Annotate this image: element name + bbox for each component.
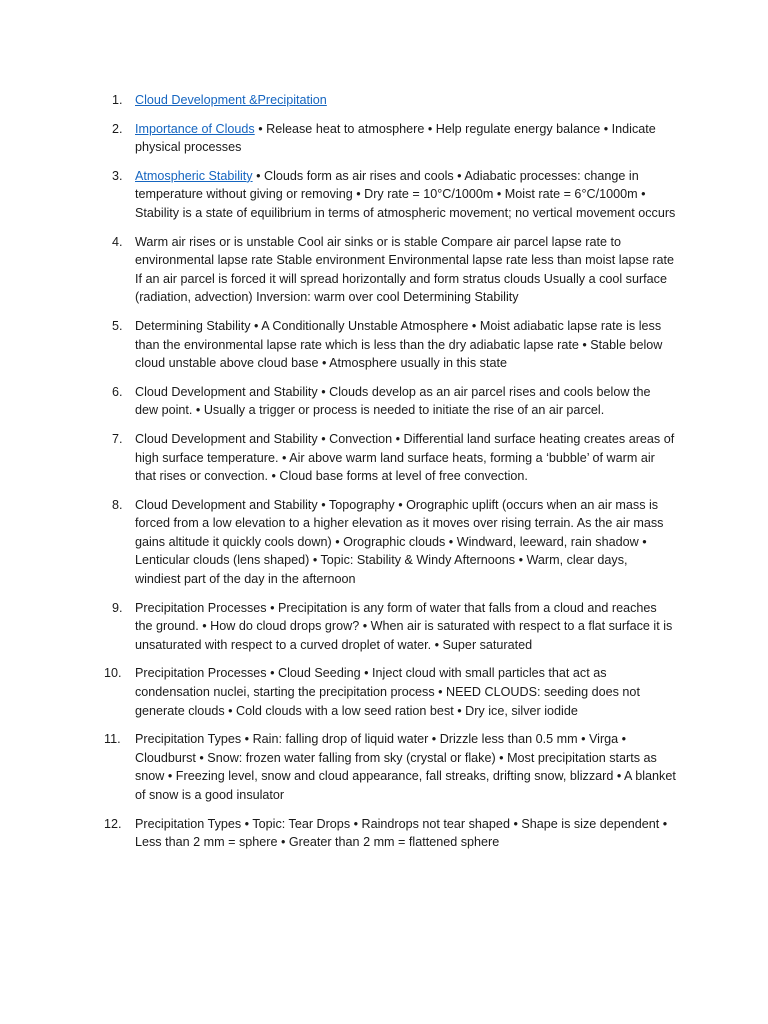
- item-number: 11.: [104, 732, 121, 747]
- item-text: [135, 91, 676, 110]
- item-body: Precipitation Processes • Precipitation is any form of water that falls from a cloud and reaches the ground. • How do cloud drops grow? • When air is saturated with respect to a flat surface it is unsaturated with respect to a curved droplet of water. • Super saturated: [135, 600, 673, 652]
- item-number: 12.: [104, 816, 122, 831]
- item-link[interactable]: Cloud Development &Precipitation: [135, 93, 327, 107]
- item-number: 9.: [112, 600, 123, 615]
- list-item: [104, 496, 676, 589]
- item-number: 5.: [112, 318, 123, 333]
- item-text: [135, 120, 676, 157]
- list-item: [104, 383, 676, 420]
- item-number: 7.: [112, 431, 123, 446]
- list-item: [104, 233, 676, 307]
- item-number: 1.: [112, 93, 123, 107]
- list-item: [104, 167, 676, 223]
- item-body: • Clouds form as air rises and cools • Adiabatic processes: change in temperature without giving or removing • Dry rate = 10°C/1000m • Moist rate = 6°C/1000m • Stability is a state of equilibrium in terms of atmospheric movement; no vertical movement occurs: [135, 168, 676, 220]
- item-link[interactable]: Atmospheric Stability: [135, 168, 253, 183]
- item-body: Cloud Development and Stability • Clouds develop as an air parcel rises and cools below the dew point. • Usually a trigger or process is needed to initiate the rise of an air parcel.: [135, 384, 651, 418]
- list-item: [104, 317, 676, 373]
- item-number: 8.: [112, 497, 123, 512]
- item-body: Precipitation Types • Topic: Tear Drops • Raindrops not tear shaped • Shape is size dependent • Less than 2 mm = sphere • Greater than 2 mm = flattened sphere: [135, 816, 668, 850]
- list-item: [104, 664, 676, 720]
- item-body: Cloud Development and Stability • Convection • Differential land surface heating creates areas of high surface temperature. • Air above warm land surface heats, forming a ‘bubble’ of warm air that rises or convection. • Cloud base forms at level of free convection.: [135, 431, 675, 484]
- list-item: [104, 120, 676, 157]
- item-number: 10.: [104, 666, 122, 681]
- list-item: [104, 91, 676, 110]
- list-item: [104, 815, 676, 852]
- item-body: Warm air rises or is unstable Cool air sinks or is stable Compare air parcel lapse rate to environmental lapse rate Stable environment Environmental lapse rate less than moist lapse rate If an air parcel is forced it will spread horizontally and form stratus clouds Usually a cool surface (radiation, advection) Inversion: warm over cool Determining Stability: [135, 234, 675, 305]
- item-body: • Release heat to atmosphere • Help regulate energy balance • Indicate physical processes: [135, 121, 656, 155]
- item-body: Precipitation Processes • Cloud Seeding • Inject cloud with small particles that act as condensation nuclei, starting the precipitation process • NEED CLOUDS: seeding does not generate clouds • Cold clouds with a low seed ration best • Dry ice, silver iodide: [135, 666, 640, 718]
- list-item: [104, 730, 676, 804]
- item-text: [135, 167, 676, 223]
- list-item: [104, 430, 676, 486]
- item-link[interactable]: Importance of Clouds: [135, 121, 255, 136]
- item-number: 2.: [112, 121, 123, 136]
- item-body: Precipitation Types • Rain: falling drop of liquid water • Drizzle less than 0.5 mm • Virga • Cloudburst • Snow: frozen water falling from sky (crystal or flake) • Most precipitation starts as snow • Freezing level, snow and cloud appearance, fall streaks, drifting snow, blizzard • A blanket of snow is a good insulator: [135, 732, 676, 802]
- item-body: Determining Stability • A Conditionally Unstable Atmosphere • Moist adiabatic lapse rate is less than the environmental lapse rate which is less than the dry adiabatic lapse rate • Stable below cloud unstable above cloud base • Atmosphere usually in this state: [135, 318, 663, 371]
- item-body: Cloud Development and Stability • Topography • Orographic uplift (occurs when an air mass is forced from a low elevation to a higher elevation as it moves over rising terrain. As the air mass gains altitude it quickly cools down) • Orographic clouds • Windward, leeward, rain shadow • Lenticular clouds (lens shaped) • Topic: Stability & Windy Afternoons • Warm, clear days, windiest part of the day in the afternoon: [135, 497, 664, 587]
- list-item: [104, 599, 676, 655]
- item-number: 3.: [112, 168, 123, 183]
- item-number: 4.: [112, 234, 123, 249]
- item-number: 6.: [112, 384, 123, 399]
- numbered-list: [104, 91, 676, 862]
